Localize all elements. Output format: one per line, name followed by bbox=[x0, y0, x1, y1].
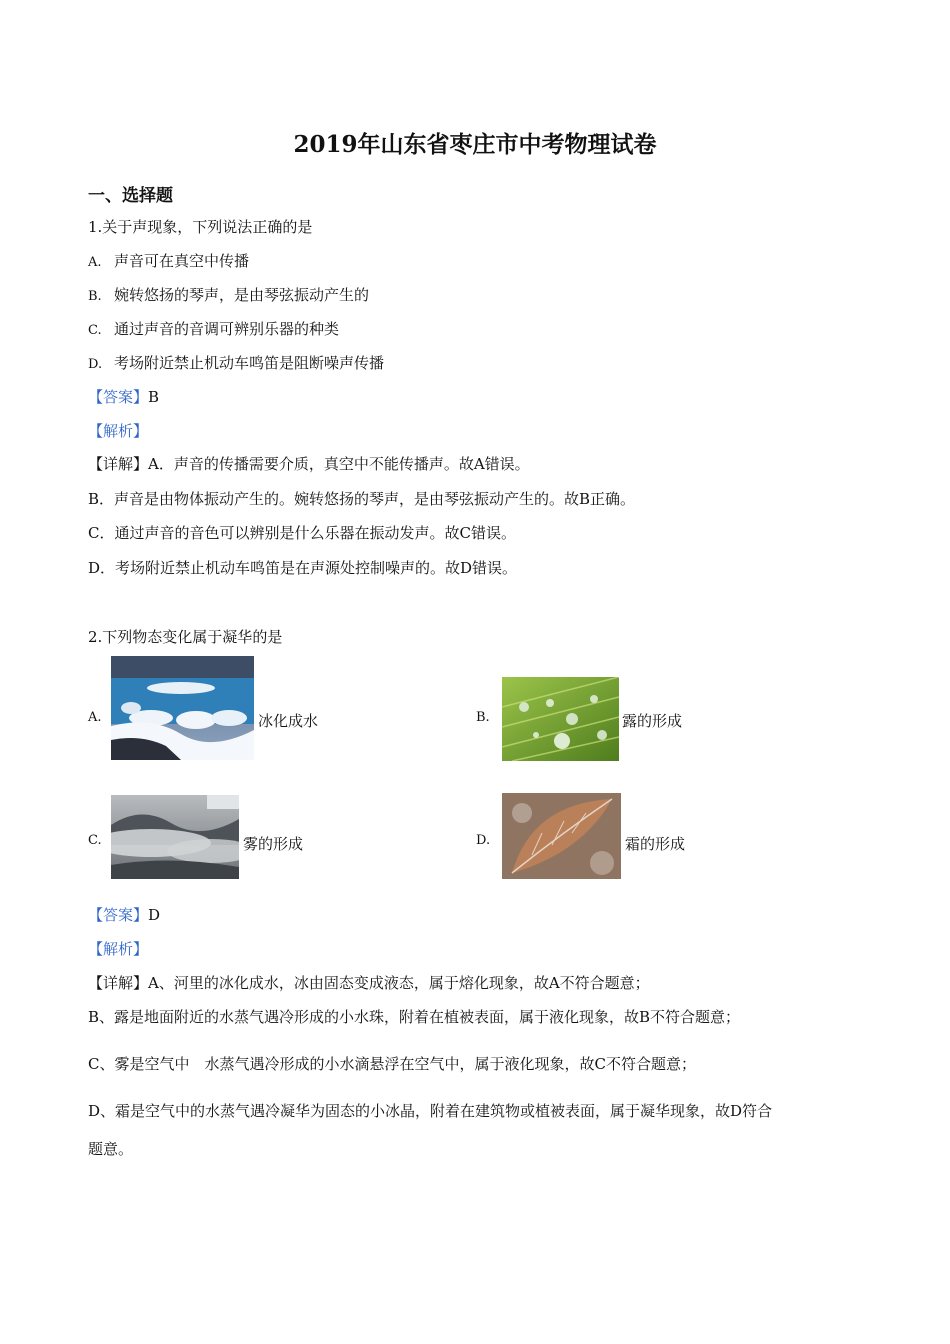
answer-value: B bbox=[148, 388, 160, 406]
q2-detail-4: 题意。 bbox=[88, 1140, 134, 1158]
detail-tag: 【详解】 bbox=[88, 974, 149, 992]
ice-melting-image bbox=[111, 656, 254, 760]
option-label: B. bbox=[88, 289, 102, 304]
answer-tag: 【答案】 bbox=[88, 906, 149, 924]
q1-analysis-tag: 【解析】 bbox=[88, 422, 149, 440]
option-text: 考场附近禁止机动车鸣笛是阻断噪声传播 bbox=[114, 354, 385, 372]
answer-tag: 【答案】 bbox=[88, 388, 149, 406]
dew-on-leaf-photo bbox=[502, 677, 619, 761]
q2-option-d-label: D. bbox=[476, 833, 491, 848]
page-title: 2019年山东省枣庄市中考物理试卷 bbox=[293, 131, 657, 158]
q2-option-c-label: C. bbox=[88, 833, 102, 848]
q1-detail-3: D．考场附近禁止机动车鸣笛是在声源处控制噪声的。故D错误。 bbox=[88, 559, 518, 577]
q1-detail-1: B．声音是由物体振动产生的。婉转悠扬的琴声，是由琴弦振动产生的。故B正确。 bbox=[88, 490, 636, 508]
q2-option-c-caption: 雾的形成 bbox=[243, 835, 304, 853]
q2-option-b-label: B. bbox=[476, 710, 490, 725]
q2-option-a-caption: 冰化成水 bbox=[258, 712, 319, 730]
fog-mountain-photo bbox=[111, 795, 239, 879]
q1-detail-2: C．通过声音的音色可以辨别是什么乐器在振动发声。故C错误。 bbox=[88, 524, 516, 542]
q2-stem: 2.下列物态变化属于凝华的是 bbox=[88, 628, 283, 646]
q1-option-a bbox=[88, 250, 249, 271]
option-text: 声音可在真空中传播 bbox=[114, 252, 250, 270]
q2-option-b-caption: 露的形成 bbox=[622, 712, 683, 730]
option-label: C. bbox=[88, 323, 102, 338]
fog-image bbox=[111, 795, 239, 879]
q2-detail-0 bbox=[88, 972, 650, 993]
ice-melting-photo bbox=[111, 656, 254, 760]
q1-option-c bbox=[88, 318, 339, 339]
q2-option-a-label: A. bbox=[88, 710, 102, 725]
option-text: 通过声音的音调可辨别乐器的种类 bbox=[114, 320, 340, 338]
q1-answer bbox=[88, 386, 159, 407]
frost-image bbox=[502, 793, 621, 879]
q1-option-b bbox=[88, 284, 369, 305]
dew-leaf-image bbox=[502, 677, 619, 761]
option-label: A. bbox=[88, 255, 102, 270]
q2-detail-3: D、霜是空气中的水蒸气遇冷凝华为固态的小冰晶，附着在建筑物或植被表面，属于凝华现象，故D符合 bbox=[88, 1102, 773, 1120]
answer-value: D bbox=[148, 906, 161, 924]
q2-detail-2: C、雾是空气中 水蒸气遇冷形成的小水滴悬浮在空气中，属于液化现象，故C不符合题意； bbox=[88, 1055, 696, 1073]
section-heading: 一、选择题 bbox=[88, 186, 173, 206]
q2-answer bbox=[88, 904, 160, 925]
frost-on-leaf-photo bbox=[502, 793, 621, 879]
q1-detail-0 bbox=[88, 453, 530, 474]
q2-analysis-tag: 【解析】 bbox=[88, 940, 149, 958]
detail-tag: 【详解】 bbox=[88, 455, 149, 473]
q1-option-d bbox=[88, 352, 384, 373]
option-text: 婉转悠扬的琴声，是由琴弦振动产生的 bbox=[114, 286, 370, 304]
detail-text: A．声音的传播需要介质，真空中不能传播声。故A错误。 bbox=[148, 455, 530, 473]
q2-option-d-caption: 霜的形成 bbox=[625, 835, 686, 853]
q2-detail-1: B、露是地面附近的水蒸气遇冷形成的小水珠，附着在植被表面，属于液化现象，故B不符合题意； bbox=[88, 1008, 741, 1026]
option-label: D. bbox=[88, 357, 103, 372]
q1-stem: 1.关于声现象，下列说法正确的是 bbox=[88, 218, 313, 236]
detail-text: A、河里的冰化成水，冰由固态变成液态，属于熔化现象，故A不符合题意； bbox=[148, 974, 650, 992]
